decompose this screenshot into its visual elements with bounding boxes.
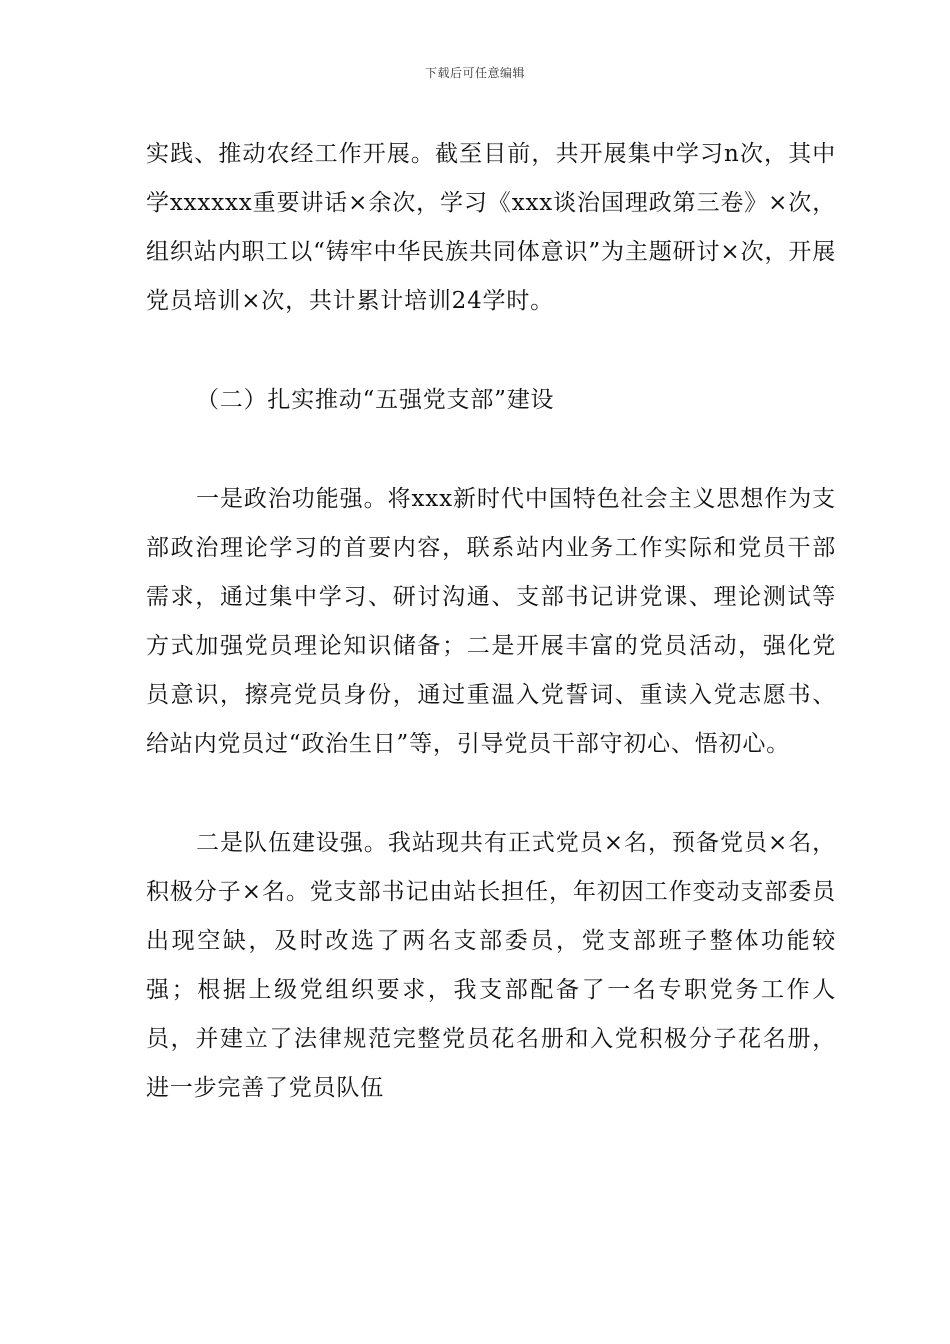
page-header-note: 下载后可任意编辑 xyxy=(424,66,525,80)
paragraph-study-summary: 实践、推动农经工作开展。截至目前，共开展集中学习n次，其中学xxxxxx重要讲话×余次，学习《xxx谈治国理政第三卷》×次，组织站内职工以“铸牢中华民族共同体意识”为主题研讨×次，开展党员培训×次，共计累计培训24学时。 xyxy=(146,141,836,314)
section-heading-five-strong: （二）扎实推动“五强党支部”建设 xyxy=(196,387,555,413)
document-body xyxy=(146,130,836,1113)
paragraph-team-building: 二是队伍建设强。我站现共有正式党员×名，预备党员×名，积极分子×名。党支部书记由站长担任，年初因工作变动支部委员出现空缺，及时改选了两名支部委员，党支部班子整体功能较强；根据上级党组织要求，我支部配备了一名专职党务工作人员，并建立了法律规范完整党员花名册和入党积极分子花名册，进一步完善了党员队伍 xyxy=(146,830,836,1101)
paragraph-political-function: 一是政治功能强。将xxx新时代中国特色社会主义思想作为支部政治理论学习的首要内容，联系站内业务工作实际和党员干部需求，通过集中学习、研讨沟通、支部书记讲党课、理论测试等方式加强党员理论知识储备；二是开展丰富的党员活动，强化党员意识，擦亮党员身份，通过重温入党誓词、重读入党志愿书、给站内党员过“政治生日”等，引导党员干部守初心、悟初心。 xyxy=(146,486,836,757)
